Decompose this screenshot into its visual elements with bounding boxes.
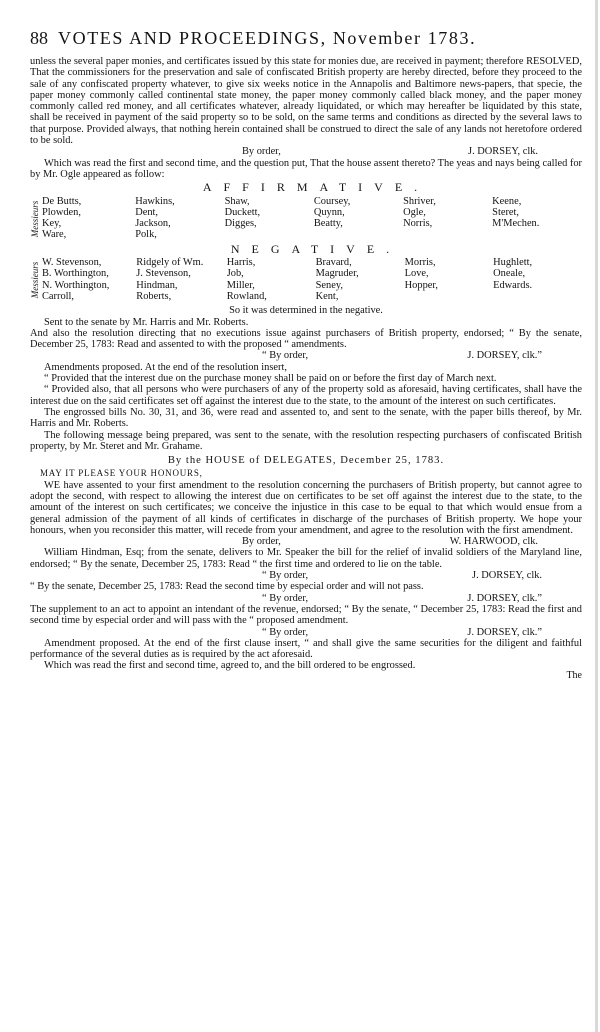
voter-name: Hopper, [404, 279, 439, 291]
voter-name: Oneale, [493, 268, 526, 280]
voter-name [314, 229, 403, 240]
voter-name: Plowden, [42, 206, 81, 218]
voter-name: N. Worthington, [42, 279, 110, 291]
vote-row [42, 229, 582, 240]
running-head [30, 28, 582, 49]
voter-name [403, 229, 492, 240]
signature-line [30, 627, 582, 638]
paragraph-executions: And also the resolution directing that no executions issue against purchasers of British property, endorsed; “ By the senate, December 25, 1783: Read and assented to with the proposed “ amendments. [30, 327, 582, 351]
voter-name: M'Mechen. [492, 218, 540, 230]
signature-by-order: “ By order, [262, 570, 309, 582]
paragraph-proviso-2: “ Provided also, that all persons who were purchasers of any of the property sold as aforesaid, having certificates, shall have the interest due on the said certificates set off against the interest due to the state, to the amount of the interest on such certificates. [30, 384, 582, 407]
voter-name [405, 291, 493, 302]
signature-clerk: J. DORSEY, clk. [472, 570, 542, 582]
voter-name: Shaw, [224, 195, 250, 207]
signature-by-order: By order, [242, 146, 281, 158]
paragraph-sent: Sent to the senate by Mr. Harris and Mr. Roberts. [44, 316, 249, 328]
messieurs-label: Messieurs [30, 261, 40, 298]
signature-by-order: By order, [242, 536, 281, 548]
voter-name: Keene, [492, 195, 522, 207]
voter-name: Key, [42, 218, 62, 230]
voter-name: Harris, [226, 257, 256, 269]
voter-name: Ogle, [403, 206, 426, 218]
voter-name: Ridgely of Wm. [136, 257, 204, 269]
paragraph-question: Which was read the first and second time, and the question put, That the house assent thereto? The yeas and nays being called for by Mr. Ogle appeared as follow: [30, 157, 582, 180]
voter-name: Duckett, [224, 206, 261, 218]
page-title: VOTES AND PROCEEDINGS, November 1783. [58, 28, 477, 48]
signature-by-order: “ By order, [262, 626, 309, 638]
affirmative-heading: AFFIRMATIVE. [202, 180, 430, 195]
voter-name: Hawkins, [135, 195, 175, 207]
signature-by-order: “ By order, [262, 592, 309, 604]
voter-name: B. Worthington, [42, 268, 109, 280]
voter-name: Dent, [135, 206, 158, 218]
voter-name [493, 291, 582, 302]
voter-name: Hindman, [136, 279, 178, 291]
signature-line [30, 146, 582, 157]
paragraph-engrossed-bills: The engrossed bills No. 30, 31, and 36, were read and assented to, and sent to the senate, with the paper bills thereof, by Mr. Harris and Mr. Roberts. [30, 406, 582, 430]
voter-name: Magruder, [315, 268, 359, 280]
voter-name: Steret, [492, 206, 520, 218]
voter-name [225, 229, 314, 240]
voter-name: Love, [404, 268, 429, 280]
vote-row [42, 268, 582, 279]
voter-name: Bravard, [315, 257, 352, 269]
affirmative-table [42, 196, 582, 241]
catchword: The [566, 669, 582, 681]
vote-row [42, 280, 582, 291]
house-heading: By the HOUSE of DELEGATES, December 25, 1783. [167, 455, 445, 467]
paragraph-message-body: WE have assented to your first amendment to the resolution concerning the purchasers of British property, but cannot agree to adopt the second, with respect to allowing the interest due on certificates to be set off against the interest due to the state, to the amount of the interest on such certificates; we conceive the injustice in this case to be equal to that which would ensue from a general admission of the payment of all kinds of certificates in discharge of the purchases of British property. We hope your honours, when you reconsider this matter, will recede from your amendment, and agree to the resolution with the first amendment. [30, 479, 582, 536]
voter-name: Hughlett, [493, 257, 533, 269]
messieurs-label: Messieurs [30, 199, 40, 237]
paragraph-supplement: The supplement to an act to appoint an intendant of the revenue, endorsed; “ By the senate, “ December 25, 1783: Read the first and second time by especial order and will pass with the “ proposed amendment. [30, 603, 582, 627]
voter-name: De Butts, [42, 195, 82, 207]
paragraph-hindman: William Hindman, Esq; from the senate, delivers to Mr. Speaker the bill for the relief of invalid soldiers of the Maryland line, endorsed; “ By the senate, December 25, 1783: Read “ the first time and ordered to lie on the table. [30, 547, 582, 570]
page-number: 88 [30, 28, 48, 48]
signature-by-order: “ By order, [262, 350, 309, 362]
signature-line [30, 570, 582, 581]
salutation: MAY IT PLEASE YOUR HONOURS, [40, 468, 203, 479]
affirmative-vote-list [30, 196, 582, 241]
vote-row [42, 291, 582, 302]
page-body [30, 56, 582, 681]
paragraph-amendments: Amendments proposed. At the end of the resolution insert, [44, 361, 287, 373]
signature-clerk: J. DORSEY, clk.” [467, 350, 542, 362]
voter-name: Beatty, [313, 218, 343, 230]
paragraph-proviso-1: “ Provided that the interest due on the purchase money shall be paid on or before the first day of March next. [44, 373, 497, 385]
voter-name: W. Stevenson, [42, 257, 102, 269]
negative-table [42, 257, 582, 302]
voter-name: Norris, [403, 218, 433, 230]
paragraph-second-reading: “ By the senate, December 25, 1783: Read the second time by especial order and will not pass. [30, 581, 424, 593]
voter-name: Quynn, [313, 206, 345, 218]
vote-row [42, 257, 582, 268]
voter-name: Seney, [315, 279, 343, 291]
voter-name: Shriver, [403, 195, 436, 207]
voter-name: Jackson, [135, 218, 171, 230]
voter-name: Polk, [135, 229, 157, 241]
negative-heading: NEGATIVE. [230, 241, 402, 256]
vote-row [42, 196, 582, 207]
negative-vote-list [30, 257, 582, 302]
paragraph-final: Which was read the first and second time, agreed to, and the bill ordered to be engrossed. [44, 660, 416, 672]
paragraph-amendment-proposed: Amendment proposed. At the end of the first clause insert, “ and shall give the same securities for the diligent and faithful performance of the several duties as is required by the act aforesaid. [30, 637, 582, 661]
page-edge [595, 0, 598, 1032]
signature-line [30, 350, 582, 361]
voter-name: Ware, [42, 229, 67, 241]
voter-name: J. Stevenson, [136, 268, 191, 280]
voter-name: Job, [226, 268, 244, 280]
signature-line [30, 536, 582, 547]
vote-row [42, 207, 582, 218]
signature-clerk: J. DORSEY, clk.” [467, 626, 542, 638]
voter-name: Digges, [224, 218, 257, 230]
voter-name: Rowland, [226, 290, 267, 302]
voter-name: Coursey, [313, 195, 351, 207]
voter-name: Miller, [226, 279, 255, 291]
voter-name [492, 229, 582, 240]
voter-name: Roberts, [136, 290, 172, 302]
paragraph-resolution: unless the several paper monies, and certificates issued by this state for monies due, are received in payment; therefore RESOLVED, That the commissioners for the preservation and sale of confiscated British property are hereby directed, before they proceed to the sale of any confiscated property whatever, to give six weeks notice in the Annapolis and Baltimore news-papers, that specie, the paper money commonly called continental state money, the paper money commonly called black money, and the paper money commonly called red money, and all certificates whatever, already liquidated, or which may hereafter be liquidated by this state, shall be received in payment of the said property so to be sold, on the same terms and conditions as directed by the several laws to that purpose. Provided always, that nothing herein contained shall be construed to direct the sale of any lands not heretofore ordered to be sold. [30, 56, 582, 147]
voter-name: Edwards. [493, 279, 533, 291]
voter-name: Morris, [404, 257, 436, 269]
signature-clerk: J. DORSEY, clk.” [467, 592, 542, 604]
signature-clerk: W. HARWOOD, clk. [449, 536, 538, 548]
voter-name: Carroll, [42, 290, 75, 302]
signature-clerk: J. DORSEY, clk. [468, 146, 538, 158]
determination-line: So it was determined in the negative. [229, 305, 383, 317]
signature-line [30, 593, 582, 604]
paragraph-message: The following message being prepared, was sent to the senate, with the resolution respecting purchasers of confiscated British property, by Mr. Steret and Mr. Grahame. [30, 429, 582, 452]
voter-name: Kent, [315, 290, 339, 302]
vote-row [42, 218, 582, 229]
